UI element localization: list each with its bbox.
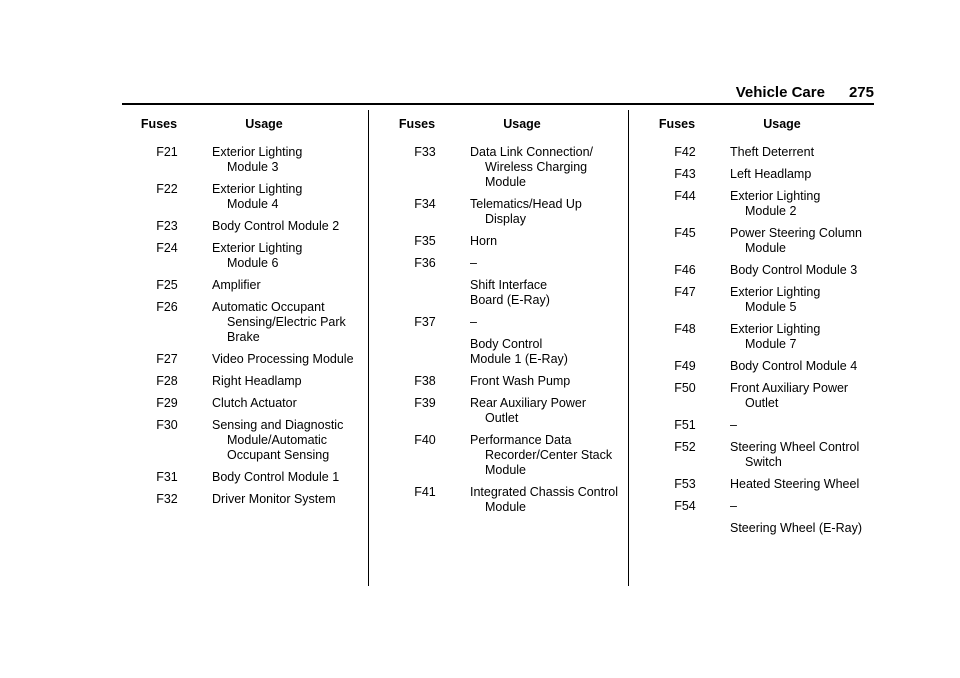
fuse-usage: –	[470, 315, 477, 329]
column-divider	[368, 110, 369, 586]
fuse-usage: Telematics/Head Up Display	[470, 197, 582, 226]
table-row	[640, 226, 880, 256]
fuse-id: F44	[674, 189, 696, 203]
fuse-usage: Front Wash Pump	[470, 374, 571, 388]
fuse-id	[640, 521, 730, 536]
fuse-usage: Shift Interface Board (E-Ray)	[470, 278, 550, 307]
table-row	[122, 492, 362, 507]
fuse-table-column-3	[640, 117, 880, 543]
fuse-id: F22	[156, 182, 178, 196]
fuse-usage: Clutch Actuator	[212, 396, 297, 410]
column-header	[640, 117, 880, 131]
fuse-usage: Driver Monitor System	[212, 492, 336, 506]
fuse-id: F33	[414, 145, 436, 159]
fuse-id: F32	[156, 492, 178, 506]
table-row	[640, 359, 880, 374]
fuse-id: F37	[414, 315, 436, 329]
table-row	[380, 278, 620, 308]
fuse-usage: Data Link Connection/ Wireless Charging Module	[470, 145, 593, 189]
fuse-id: F47	[674, 285, 696, 299]
fuse-id: F26	[156, 300, 178, 314]
fuse-usage: Exterior Lighting Module 4	[212, 182, 303, 211]
table-row	[640, 145, 880, 160]
fuse-id: F35	[414, 234, 436, 248]
table-row	[640, 167, 880, 182]
fuse-id: F38	[414, 374, 436, 388]
fuse-usage: Exterior Lighting Module 3	[212, 145, 303, 174]
table-row	[380, 485, 620, 515]
fuse-table-column-1	[122, 117, 362, 514]
page-number: 275	[848, 84, 874, 101]
table-row	[380, 374, 620, 389]
fuse-id: F40	[414, 433, 436, 447]
header-fuses: Fuses	[140, 117, 178, 131]
fuse-id	[380, 337, 470, 367]
fuse-id: F42	[674, 145, 696, 159]
fuse-id: F52	[674, 440, 696, 454]
fuse-usage: Steering Wheel (E-Ray)	[730, 521, 862, 535]
fuse-usage: Left Headlamp	[730, 167, 812, 181]
table-row	[380, 197, 620, 227]
fuse-usage: Body Control Module 1 (E-Ray)	[470, 337, 568, 366]
fuse-usage: Integrated Chassis Control Module	[470, 485, 618, 514]
fuse-id: F50	[674, 381, 696, 395]
fuse-usage: Body Control Module 3	[730, 263, 858, 277]
fuse-id: F24	[156, 241, 178, 255]
header-fuses: Fuses	[398, 117, 436, 131]
fuse-id: F46	[674, 263, 696, 277]
table-row	[122, 352, 362, 367]
table-row	[122, 278, 362, 293]
fuse-id: F53	[674, 477, 696, 491]
fuse-usage: Rear Auxiliary Power Outlet	[470, 396, 587, 425]
table-row	[122, 374, 362, 389]
fuse-id: F30	[156, 418, 178, 432]
fuse-id: F49	[674, 359, 696, 373]
fuse-usage: Right Headlamp	[212, 374, 302, 388]
fuse-id: F21	[156, 145, 178, 159]
fuse-id: F48	[674, 322, 696, 336]
header-usage: Usage	[503, 117, 541, 131]
fuse-usage: –	[470, 256, 477, 270]
header-fuses: Fuses	[658, 117, 696, 131]
fuse-usage: Amplifier	[212, 278, 261, 292]
table-row	[640, 322, 880, 352]
fuse-id: F54	[674, 499, 696, 513]
header-rule	[122, 103, 874, 105]
table-row	[380, 234, 620, 249]
table-row	[122, 241, 362, 271]
fuse-usage: Sensing and Diagnostic Module/Automatic Occupant Sensing	[212, 418, 344, 462]
fuse-usage: Power Steering Column Module	[730, 226, 863, 255]
fuse-id: F36	[414, 256, 436, 270]
fuse-usage: Video Processing Module	[212, 352, 354, 366]
table-row	[380, 433, 620, 478]
fuse-usage: Exterior Lighting Module 6	[212, 241, 303, 270]
column-header	[122, 117, 362, 131]
header-usage: Usage	[245, 117, 283, 131]
fuse-id: F51	[674, 418, 696, 432]
fuse-usage: Body Control Module 4	[730, 359, 858, 373]
table-row	[122, 219, 362, 234]
table-row	[380, 315, 620, 330]
fuse-id	[380, 278, 470, 308]
fuse-usage: Steering Wheel Control Switch	[730, 440, 860, 469]
fuse-id: F31	[156, 470, 178, 484]
fuse-id: F39	[414, 396, 436, 410]
table-row	[640, 285, 880, 315]
table-row	[380, 337, 620, 367]
fuse-id: F29	[156, 396, 178, 410]
fuse-id: F23	[156, 219, 178, 233]
table-row	[640, 189, 880, 219]
fuse-usage: Automatic Occupant Sensing/Electric Park Brake	[212, 300, 346, 344]
table-row	[640, 381, 880, 411]
table-row	[122, 470, 362, 485]
fuse-usage: Body Control Module 1	[212, 470, 340, 484]
table-row	[122, 396, 362, 411]
fuse-id: F28	[156, 374, 178, 388]
table-row	[122, 182, 362, 212]
table-row	[380, 256, 620, 271]
fuse-usage: –	[730, 499, 737, 513]
table-row	[122, 145, 362, 175]
fuse-usage: Horn	[470, 234, 498, 248]
section-title: Vehicle Care	[735, 84, 825, 101]
table-row	[640, 521, 880, 536]
fuse-usage: Heated Steering Wheel	[730, 477, 860, 491]
table-row	[640, 418, 880, 433]
fuse-table-column-2	[380, 117, 620, 522]
column-divider	[628, 110, 629, 586]
fuse-id: F25	[156, 278, 178, 292]
fuse-id: F41	[414, 485, 436, 499]
table-row	[640, 263, 880, 278]
fuse-usage: Body Control Module 2	[212, 219, 340, 233]
fuse-usage: Exterior Lighting Module 5	[730, 285, 821, 314]
header-usage: Usage	[763, 117, 801, 131]
table-row	[122, 300, 362, 345]
fuse-id: F34	[414, 197, 436, 211]
fuse-id: F27	[156, 352, 178, 366]
column-header	[380, 117, 620, 131]
fuse-usage: Exterior Lighting Module 2	[730, 189, 821, 218]
table-row	[380, 145, 620, 190]
fuse-id: F43	[674, 167, 696, 181]
fuse-usage: Performance Data Recorder/Center Stack Module	[470, 433, 613, 477]
table-row	[640, 499, 880, 514]
fuse-id: F45	[674, 226, 696, 240]
table-row	[640, 477, 880, 492]
table-row	[380, 396, 620, 426]
fuse-usage: Exterior Lighting Module 7	[730, 322, 821, 351]
table-row	[640, 440, 880, 470]
table-row	[122, 418, 362, 463]
fuse-usage: Theft Deterrent	[730, 145, 815, 159]
fuse-usage: –	[730, 418, 737, 432]
fuse-usage: Front Auxiliary Power Outlet	[730, 381, 849, 410]
page-header	[736, 84, 874, 101]
